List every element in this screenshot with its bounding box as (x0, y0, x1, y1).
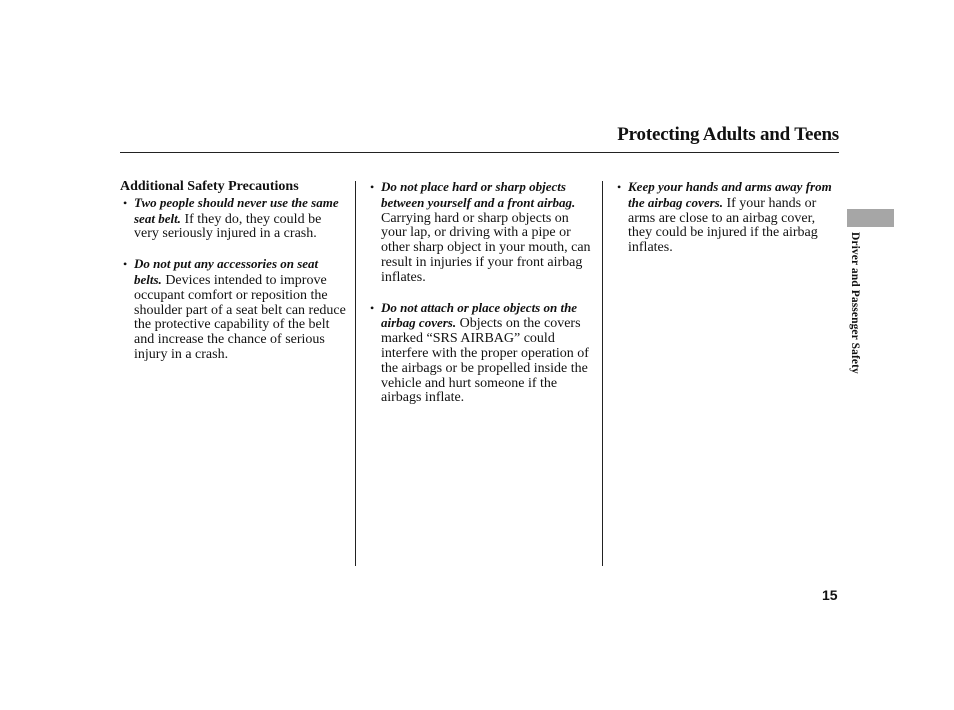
column-1 (120, 180, 348, 378)
bullet-text: If your hands or arms are close to an airbag cover, they could be injured if the airbag inflates. (628, 195, 818, 256)
bullet-text: Carrying hard or sharp objects on your lap, or driving with a pipe or other sharp object in your mouth, can result in injuries if your front airbag inflates. (381, 210, 591, 285)
bullet-text: Devices intended to improve occupant comfort or reposition the shoulder part of a seat belt can reduce the protective capability of the belt and increase the chance of serious injury in a crash. (134, 272, 346, 362)
bullet-icon: • (370, 300, 375, 315)
bullet-lead: Two people should never use the same seat belt. (134, 194, 339, 226)
bullet-lead: Do not place hard or sharp objects between yourself and a front airbag. (381, 179, 576, 210)
bullet-text: Objects on the covers marked “SRS AIRBAG” could interfere with the proper operation of the airbags or be propelled inside the vehicle and hurt someone if the airbags inflate. (381, 316, 589, 406)
page-title: Protecting Adults and Teens (617, 124, 839, 145)
column-divider (602, 181, 603, 566)
column-2 (369, 180, 595, 421)
bullet-lead: Do not put any accessories on seat belts. (134, 256, 319, 287)
bullet-lead: Keep your hands and arms away from the airbag covers. (628, 179, 832, 210)
list-item (120, 196, 348, 242)
bullet-icon: • (617, 180, 622, 194)
section-tab (847, 209, 894, 227)
list-item (616, 180, 840, 256)
column-divider (355, 181, 356, 566)
bullet-lead: Do not attach or place objects on the airbag covers. (381, 299, 578, 331)
column-3 (616, 180, 840, 271)
bullet-icon: • (123, 257, 128, 272)
bullet-icon: • (123, 195, 128, 210)
section-heading: Additional Safety Precautions (120, 179, 299, 194)
header-rule (120, 152, 839, 153)
bullet-icon: • (370, 180, 375, 194)
list-item (369, 301, 595, 407)
list-item (369, 180, 595, 286)
bullet-text: If they do, they could be very seriously injured in a crash. (134, 211, 322, 242)
page-number: 15 (822, 587, 838, 603)
section-tab-label: Driver and Passenger Safety (849, 232, 861, 374)
list-item (120, 257, 348, 363)
